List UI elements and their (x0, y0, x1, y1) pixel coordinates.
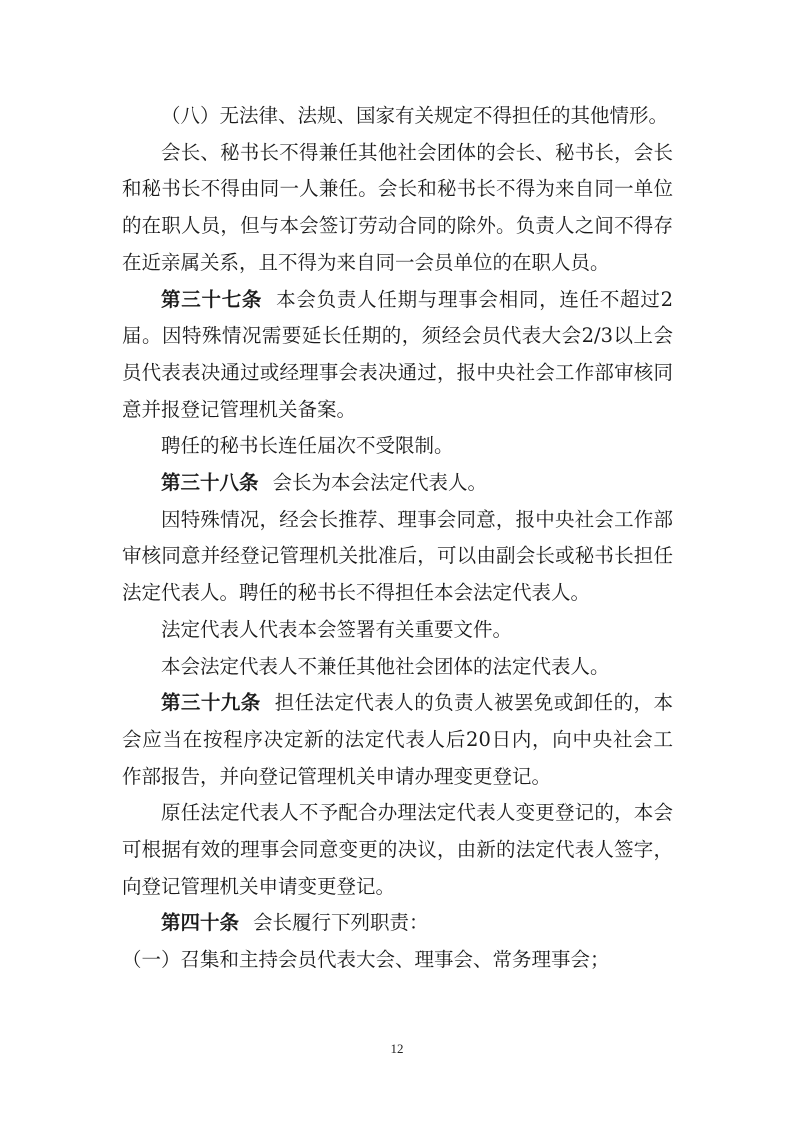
article-39-paragraph (122, 685, 673, 795)
article-label: 第三十七条 (161, 287, 263, 311)
paragraph-text: 会长履行下列职责： (253, 911, 429, 935)
article-40-paragraph (122, 905, 673, 942)
clause-1-paragraph (122, 942, 673, 979)
paragraph-text: （八）无法律、法规、国家有关规定不得担任的其他情形。 (161, 104, 669, 127)
article-37-paragraph (122, 282, 673, 429)
paragraph-text: 本会法定代表人不兼任其他社会团体的法定代表人。 (161, 654, 610, 678)
paragraph-text: 聘任的秘书长连任届次不受限制。 (161, 434, 454, 458)
paragraph (122, 502, 673, 612)
paragraph-text: 本会负责人任期与理事会相同，连任不超过2届。因特殊情况需要延长任期的，须经会员代表大会2/3以上会员代表表决通过或经理事会表决通过，报中央社会工作部审核同意并报登记管理机关备案。 (122, 287, 673, 421)
paragraph-text: （一）召集和主持会员代表大会、理事会、常务理事会； (122, 948, 610, 972)
paragraph-text: 原任法定代表人不予配合办理法定代表人变更登记的，本会可根据有效的理事会同意变更的决议，由新的法定代表人签字，向登记管理机关申请变更登记。 (122, 801, 673, 898)
paragraph-text: 会长为本会法定代表人。 (272, 471, 488, 495)
page-number: 12 (390, 1041, 404, 1056)
article-label: 第四十条 (161, 911, 240, 935)
paragraph-text: 法定代表人代表本会签署有关重要文件。 (161, 617, 513, 641)
article-label: 第三十九条 (161, 691, 261, 715)
clause-8-paragraph (122, 98, 673, 135)
paragraph-text: 会长、秘书长不得兼任其他社会团体的会长、秘书长，会长和秘书长不得由同一人兼任。会长和秘书长不得为来自同一单位的在职人员，但与本会签订劳动合同的除外。负责人之间不得存在近亲属关系，且不得为来自同一会员单位的在职人员。 (122, 140, 673, 274)
article-38-paragraph (122, 465, 673, 502)
document-body (122, 98, 673, 979)
paragraph (122, 135, 673, 282)
paragraph (122, 428, 673, 465)
paragraph (122, 612, 673, 649)
paragraph (122, 795, 673, 905)
paragraph-text: 担任法定代表人的负责人被罢免或卸任的，本会应当在按程序决定新的法定代表人后20日内，向中央社会工作部报告，并向登记管理机关申请办理变更登记。 (122, 691, 673, 788)
paragraph-text: 因特殊情况，经会长推荐、理事会同意，报中央社会工作部审核同意并经登记管理机关批准后，可以由副会长或秘书长担任法定代表人。聘任的秘书长不得担任本会法定代表人。 (122, 507, 673, 605)
article-label: 第三十八条 (161, 471, 259, 495)
paragraph (122, 649, 673, 686)
